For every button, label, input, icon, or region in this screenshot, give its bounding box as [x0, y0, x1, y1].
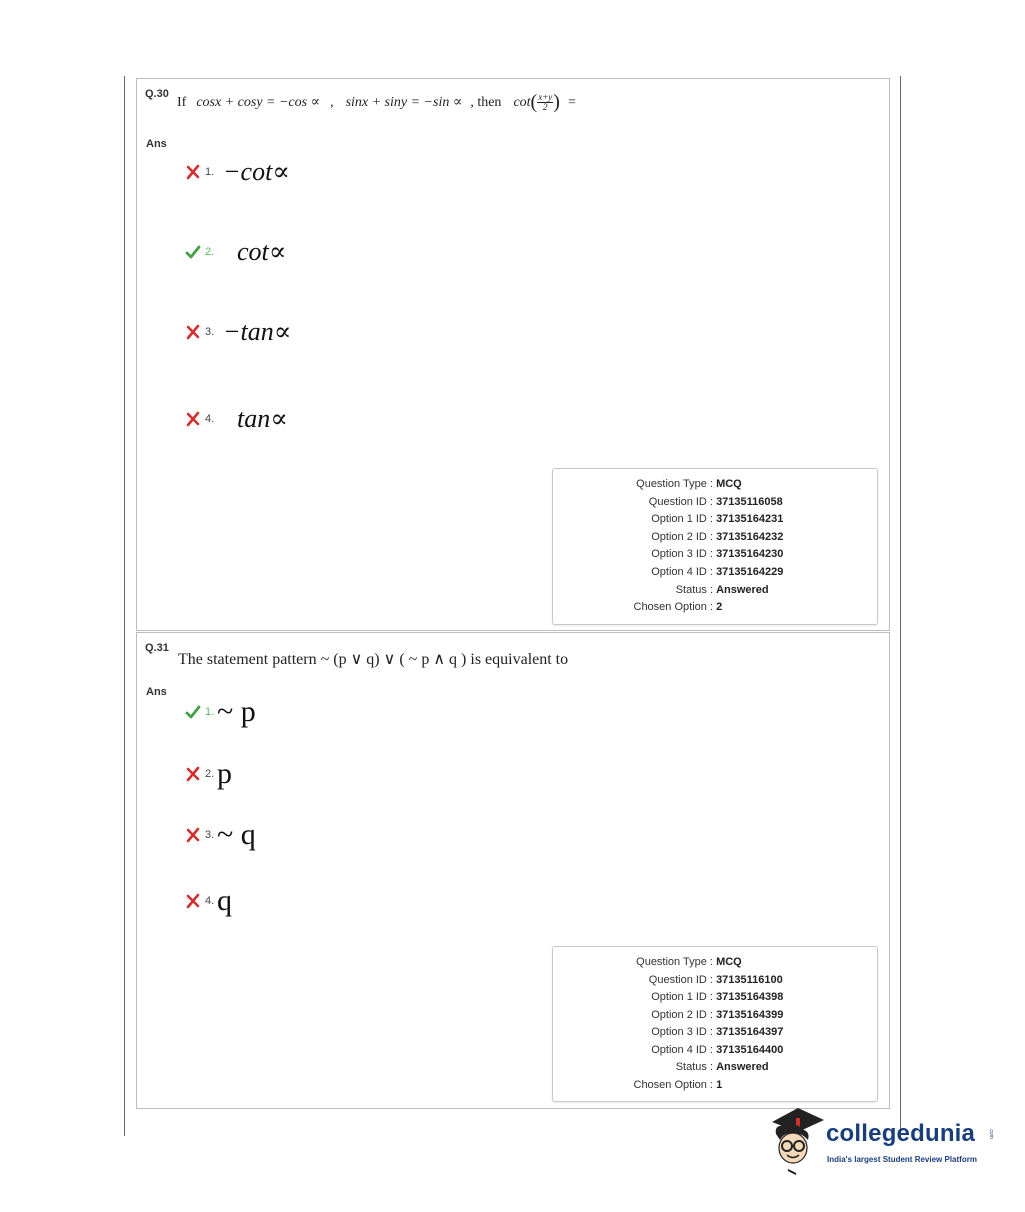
question-text — [177, 91, 576, 114]
meta-value: MCQ — [716, 956, 742, 968]
meta-label: Chosen Option : — [633, 601, 713, 613]
cross-icon — [185, 164, 201, 180]
equals-sign: = — [567, 95, 576, 111]
meta-row — [553, 1006, 783, 1024]
question-number: Q.30 — [145, 88, 169, 100]
brand-suffix: .com — [988, 1128, 994, 1139]
meta-label: Option 4 ID : — [651, 566, 713, 578]
meta-row — [553, 581, 769, 599]
meta-value: 37135164399 — [716, 1009, 784, 1021]
meta-label: Status : — [675, 1061, 713, 1073]
option-3 — [185, 819, 256, 851]
meta-row — [553, 1076, 722, 1094]
option-text: q — [217, 884, 232, 917]
fraction-numerator: x+y — [538, 92, 553, 102]
answer-label: Ans — [146, 686, 167, 698]
meta-value: MCQ — [716, 478, 742, 490]
brand-name: collegedunia — [826, 1120, 976, 1147]
open-paren: ( — [530, 91, 538, 113]
option-number: 2. — [205, 768, 215, 780]
meta-label: Question Type : — [636, 478, 713, 490]
check-icon — [185, 244, 201, 260]
meta-label: Option 3 ID : — [651, 548, 713, 560]
meta-value: 37135164397 — [716, 1026, 784, 1038]
meta-value: 37135164400 — [716, 1044, 784, 1056]
cot-function: cot — [513, 95, 531, 111]
option-number: 2. — [205, 246, 215, 258]
option-text: ~ p — [217, 695, 256, 728]
option-text: ~ q — [217, 818, 256, 851]
option-number: 1. — [205, 706, 215, 718]
option-1 — [185, 156, 290, 188]
meta-row — [553, 563, 783, 581]
meta-value: 37135116100 — [716, 974, 783, 986]
question-lead: If — [177, 95, 187, 111]
meta-label: Option 3 ID : — [651, 1026, 713, 1038]
question-meta-panel — [552, 468, 878, 625]
close-paren: ) — [553, 91, 560, 113]
option-number: 4. — [205, 895, 215, 907]
fraction-denominator: 2 — [543, 102, 548, 112]
page-left-rule — [124, 76, 125, 1136]
option-2 — [185, 236, 286, 268]
equation-2: sinx + siny = −sin ∝ — [345, 95, 463, 111]
check-icon — [185, 704, 201, 720]
option-3 — [185, 316, 291, 348]
meta-label: Status : — [675, 584, 713, 596]
option-4 — [185, 403, 288, 435]
equation-1: cosx + cosy = −cos ∝ — [196, 95, 321, 111]
brand-logo — [766, 1104, 996, 1176]
option-text: p — [217, 757, 232, 790]
option-1 — [185, 696, 256, 728]
brand-tagline: India's largest Student Review Platform — [827, 1155, 977, 1164]
meta-row — [553, 528, 783, 546]
cross-icon — [185, 324, 201, 340]
meta-label: Chosen Option : — [633, 1079, 713, 1091]
meta-row — [553, 1023, 783, 1041]
question-meta-panel — [552, 946, 878, 1102]
equation-separator: , — [330, 95, 334, 111]
cross-icon — [185, 766, 201, 782]
option-number: 4. — [205, 413, 215, 425]
meta-row — [553, 971, 783, 989]
meta-value: Answered — [716, 1061, 769, 1073]
meta-row — [553, 545, 783, 563]
option-2 — [185, 758, 232, 790]
option-number: 3. — [205, 326, 215, 338]
meta-value: 1 — [716, 1079, 723, 1091]
student-mascot-icon — [766, 1104, 826, 1176]
meta-value: 37135164231 — [716, 513, 784, 525]
option-text: −cot∝ — [223, 157, 290, 186]
option-4 — [185, 885, 232, 917]
question-number: Q.31 — [145, 642, 169, 654]
fraction — [537, 93, 553, 112]
meta-row — [553, 475, 742, 493]
meta-label: Option 2 ID : — [651, 531, 713, 543]
meta-row — [553, 510, 783, 528]
meta-label: Question ID : — [648, 496, 713, 508]
meta-value: 37135164398 — [716, 991, 784, 1003]
answer-label: Ans — [146, 138, 167, 150]
meta-row — [553, 988, 783, 1006]
meta-label: Option 1 ID : — [651, 991, 713, 1003]
meta-row — [553, 493, 783, 511]
meta-label: Option 2 ID : — [651, 1009, 713, 1021]
page-right-rule — [900, 76, 901, 1136]
meta-value: 37135164230 — [716, 548, 784, 560]
meta-label: Option 4 ID : — [651, 1044, 713, 1056]
question-31-block — [136, 632, 890, 1109]
meta-value: 37135164232 — [716, 531, 784, 543]
question-30-block — [136, 78, 890, 631]
option-number: 1. — [205, 166, 215, 178]
meta-label: Question Type : — [636, 956, 713, 968]
meta-value: Answered — [716, 584, 769, 596]
meta-row — [553, 598, 722, 616]
meta-value: 37135116058 — [716, 496, 783, 508]
meta-value: 37135164229 — [716, 566, 784, 578]
meta-value: 2 — [716, 601, 723, 613]
cross-icon — [185, 411, 201, 427]
cross-icon — [185, 827, 201, 843]
meta-row — [553, 953, 742, 971]
option-text: −tan∝ — [223, 317, 292, 346]
option-number: 3. — [205, 829, 215, 841]
meta-label: Option 1 ID : — [651, 513, 713, 525]
meta-row — [553, 1041, 783, 1059]
meta-label: Question ID : — [648, 974, 713, 986]
then-word: , then — [470, 95, 502, 111]
cross-icon — [185, 893, 201, 909]
question-text: The statement pattern ~ (p ∨ q) ∨ ( ~ p ∧ q ) is equivalent to — [178, 651, 569, 668]
option-text: cot∝ — [237, 237, 287, 266]
meta-row — [553, 1058, 769, 1076]
option-text: tan∝ — [237, 404, 288, 433]
